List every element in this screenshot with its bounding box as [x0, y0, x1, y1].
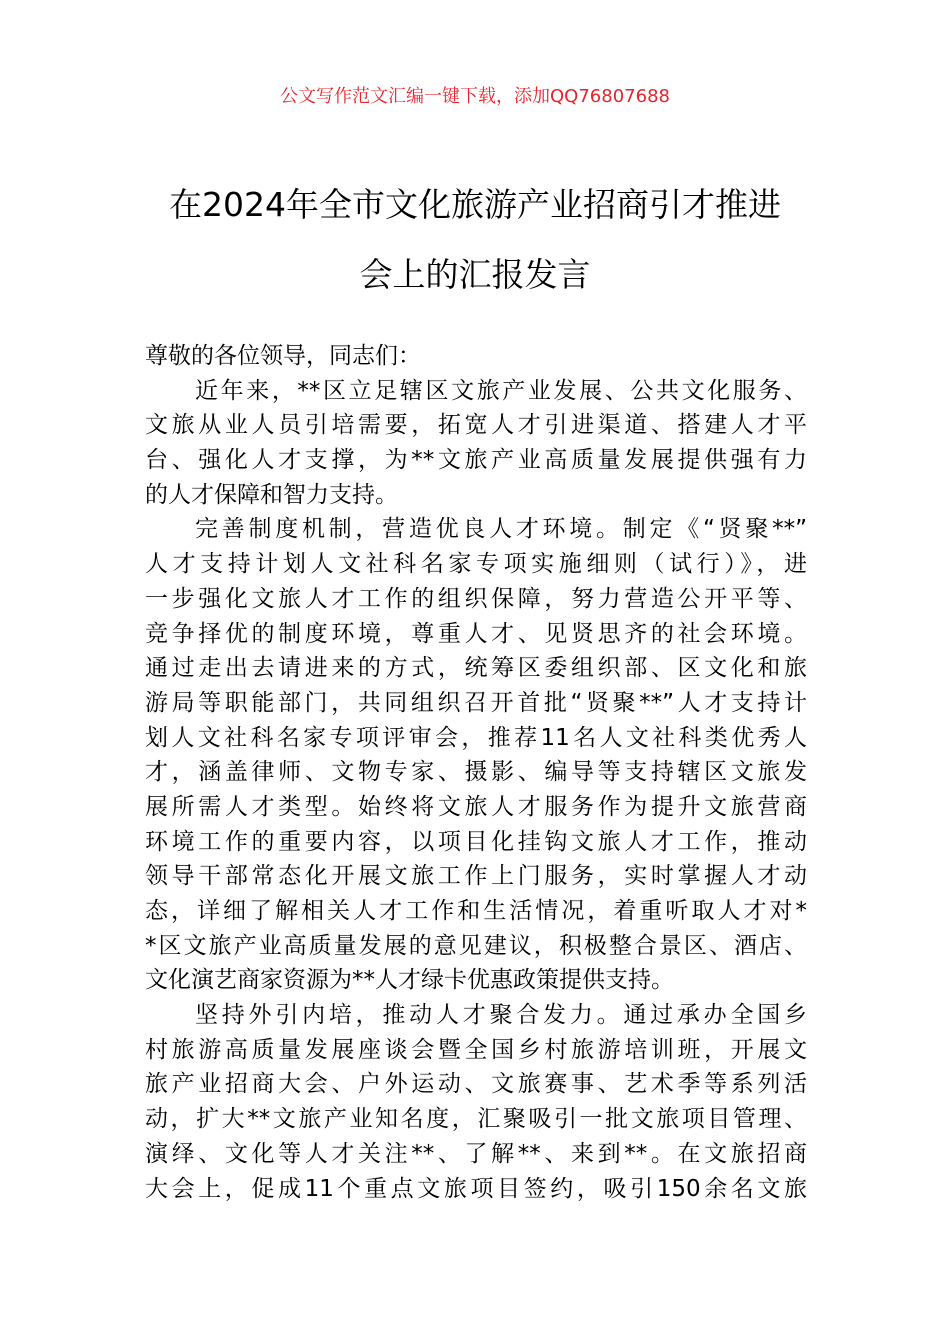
text-line: 村旅游高质量发展座谈会暨全国乡村旅游培训班，开展文: [145, 1036, 807, 1063]
text-line: 动，扩大**文旅产业知名度，汇聚吸引一批文旅项目管理、: [145, 1106, 807, 1133]
text-line: 的人才保障和智力支持。: [145, 481, 398, 508]
text-line: 通过走出去请进来的方式，统筹区委组织部、区文化和旅: [145, 655, 807, 682]
text-line: 环境工作的重要内容，以项目化挂钩文旅人才工作，推动: [145, 828, 807, 855]
title-line-2: 会上的汇报发言: [359, 255, 591, 294]
salutation: 尊敬的各位领导，同志们：: [145, 343, 421, 369]
text-line: 文化演艺商家资源为**人才绿卡优惠政策提供支持。: [145, 967, 674, 994]
text-line: 演绎、文化等人才关注**、了解**、来到**。在文旅招商: [145, 1140, 807, 1167]
text-line: 态，详细了解相关人才工作和生活情况，着重听取人才对*: [145, 898, 807, 924]
text-line: 近年来，**区立足辖区文旅产业发展、公共文化服务、: [195, 377, 807, 404]
document-body: [145, 339, 807, 1206]
text-line: 文旅从业人员引培需要，拓宽人才引进渠道、搭建人才平: [145, 412, 807, 439]
text-line: 人才支持计划人文社科名家专项实施细则（试行）》，进: [145, 551, 807, 578]
paragraph-3: [145, 998, 807, 1206]
download-banner: 公文写作范文汇编一键下载，添加QQ76807688: [280, 86, 670, 107]
text-line: 坚持外引内培，推动人才聚合发力。通过承办全国乡: [195, 1002, 807, 1029]
paragraph-2: [145, 512, 807, 998]
text-line: 台、强化人才支撑，为**文旅产业高质量发展提供强有力: [145, 447, 807, 474]
text-line: 大会上，促成11个重点文旅项目签约，吸引150余名文旅: [145, 1175, 807, 1202]
text-line: 旅产业招商大会、户外运动、文旅赛事、艺术季等系列活: [145, 1071, 807, 1098]
text-line: 划人文社科名家专项评审会，推荐11名人文社科类优秀人: [145, 724, 807, 751]
text-line: 竞争择优的制度环境，尊重人才、见贤思齐的社会环境。: [145, 620, 807, 647]
text-line: 游局等职能部门，共同组织召开首批“贤聚**”人才支持计: [145, 689, 807, 716]
document-title: [0, 170, 950, 310]
text-line: 展所需人才类型。始终将文旅人才服务作为提升文旅营商: [145, 793, 807, 820]
paragraph-1: [145, 374, 807, 513]
text-line: 领导干部常态化开展文旅工作上门服务，实时掌握人才动: [145, 863, 807, 890]
title-line-1: 在2024年全市文化旅游产业招商引才推进: [169, 185, 781, 224]
text-line: *区文旅产业高质量发展的意见建议，积极整合景区、酒店、: [145, 932, 807, 959]
text-line: 完善制度机制，营造优良人才环境。制定《“贤聚**”: [195, 516, 807, 543]
text-line: 一步强化文旅人才工作的组织保障，努力营造公开平等、: [145, 585, 807, 612]
text-line: 才，涵盖律师、文物专家、摄影、编导等支持辖区文旅发: [145, 759, 807, 786]
